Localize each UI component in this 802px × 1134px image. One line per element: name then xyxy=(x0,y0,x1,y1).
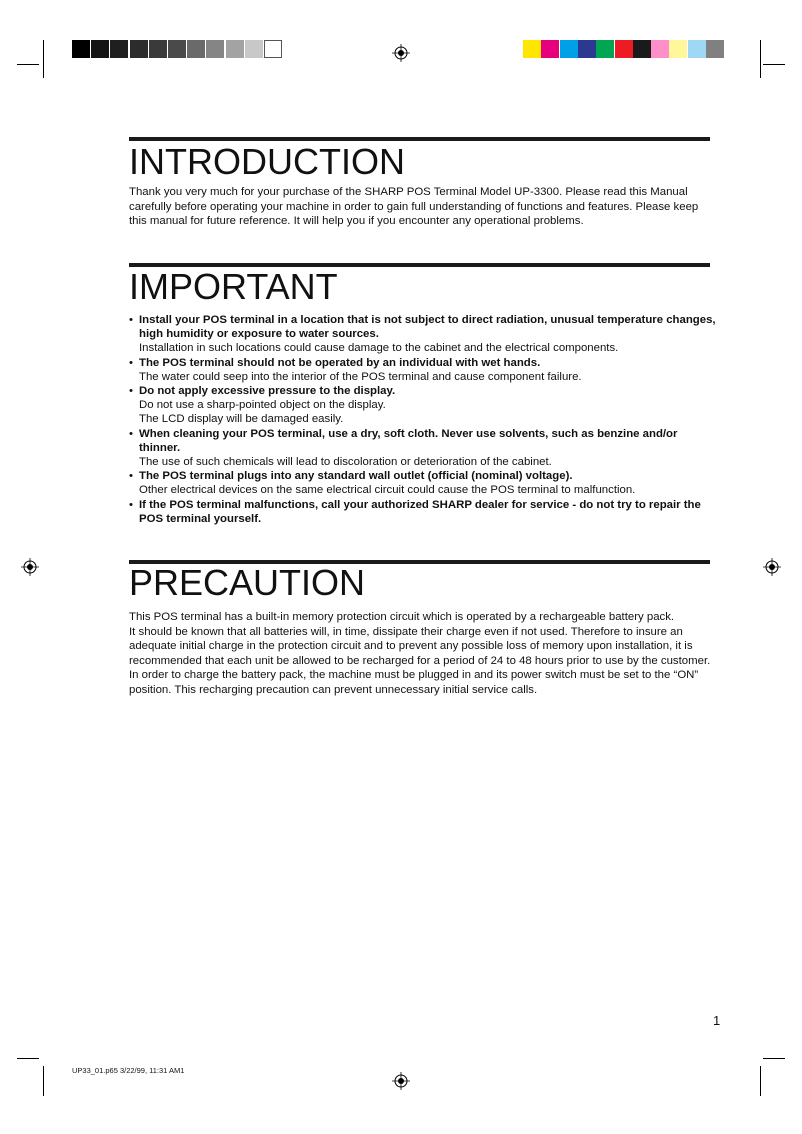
important-item-detail: The LCD display will be damaged easily. xyxy=(139,413,344,426)
precaution-line: This POS terminal has a built-in memory protection circuit which is operated by a rechargeable battery pack. xyxy=(129,611,675,623)
important-item-detail: Installation in such locations could cause damage to the cabinet and the electrical components. xyxy=(139,342,619,355)
gray-swatch xyxy=(72,40,90,58)
precaution-line: In order to charge the battery pack, the machine must be plugged in and its power switch must be set to the “ON” position. This recharging precaution can prevent unnecessary initial service calls. xyxy=(129,669,699,696)
important-item xyxy=(129,427,719,470)
registration-mark-icon xyxy=(392,44,410,62)
color-swatch xyxy=(615,40,633,58)
important-item-heading: The POS terminal plugs into any standard wall outlet (official (nominal) voltage). xyxy=(139,470,573,483)
color-swatch xyxy=(706,40,724,58)
bullet: • xyxy=(129,385,133,398)
registration-mark-icon xyxy=(763,558,781,576)
important-item xyxy=(129,356,719,384)
file-footer: UP33_01.p65 3/22/99, 11:31 AM1 xyxy=(72,1066,185,1075)
color-swatch xyxy=(669,40,687,58)
important-item-detail: The use of such chemicals will lead to discoloration or deterioration of the cabinet. xyxy=(139,456,552,469)
introduction-paragraph: Thank you very much for your purchase of the SHARP POS Terminal Model UP-3300. Please read this Manual carefully before operating your machine in order to gain full understanding of functions and features. Please keep this manual for future reference. It will help you if you encounter any operational problems. xyxy=(129,186,699,228)
color-swatch xyxy=(560,40,578,58)
color-swatch xyxy=(578,40,596,58)
gray-swatch xyxy=(187,40,205,58)
bullet: • xyxy=(129,427,133,440)
color-swatch xyxy=(688,40,706,58)
introduction-title: INTRODUCTION xyxy=(129,141,405,182)
important-item xyxy=(129,498,719,526)
important-item-detail: Do not use a sharp-pointed object on the display. xyxy=(139,399,386,412)
gray-swatch xyxy=(206,40,224,58)
color-swatch xyxy=(541,40,559,58)
precaution-title: PRECAUTION xyxy=(129,562,366,603)
introduction-text xyxy=(129,185,719,229)
bullet: • xyxy=(129,470,133,483)
bullet: • xyxy=(129,356,133,369)
gray-swatch xyxy=(91,40,109,58)
registration-mark-icon xyxy=(392,1072,410,1090)
precaution-line: It should be known that all batteries will, in time, dissipate their charge even if not used. Therefore to insure an adequate initial charge in the protection circuit and to prevent any possible loss of memory upon installation, it is recommended that each unit be allowed to be recharged for a period of 24 to 48 hours prior to use by the customer. xyxy=(129,625,711,667)
important-item-heading: When cleaning your POS terminal, use a dry, soft cloth. Never use solvents, such as benzine and/or thinner. xyxy=(139,427,678,454)
color-swatch xyxy=(633,40,651,58)
important-item-heading: Do not apply excessive pressure to the display. xyxy=(139,385,396,398)
gray-swatch xyxy=(149,40,167,58)
gray-swatch xyxy=(110,40,128,58)
gray-swatch xyxy=(226,40,244,58)
important-item xyxy=(129,313,719,356)
important-item-detail: The water could seep into the interior of the POS terminal and cause component failure. xyxy=(139,370,582,383)
color-swatch xyxy=(596,40,614,58)
important-list xyxy=(129,313,719,526)
bullet: • xyxy=(129,314,133,326)
gray-swatch xyxy=(245,40,263,58)
important-title: IMPORTANT xyxy=(129,266,338,307)
important-item xyxy=(129,469,719,497)
gray-swatch xyxy=(168,40,186,58)
color-swatch xyxy=(523,40,541,58)
important-item-heading: Install your POS terminal in a location that is not subject to direct radiation, unusual temperature changes, high humidity or exposure to water sources. xyxy=(139,314,716,341)
precaution-text xyxy=(129,610,714,698)
important-item xyxy=(129,384,719,427)
page-number: 1 xyxy=(713,1013,721,1028)
gray-swatch xyxy=(264,40,282,58)
color-swatch xyxy=(651,40,669,58)
important-item-heading: If the POS terminal malfunctions, call your authorized SHARP dealer for service - do not try to repair the POS terminal yourself. xyxy=(139,498,701,525)
registration-mark-icon xyxy=(21,558,39,576)
gray-swatch xyxy=(130,40,148,58)
important-item-heading: The POS terminal should not be operated by an individual with wet hands. xyxy=(139,356,541,369)
bullet: • xyxy=(129,498,133,511)
important-item-detail: Other electrical devices on the same electrical circuit could cause the POS terminal to malfunction. xyxy=(139,484,636,497)
